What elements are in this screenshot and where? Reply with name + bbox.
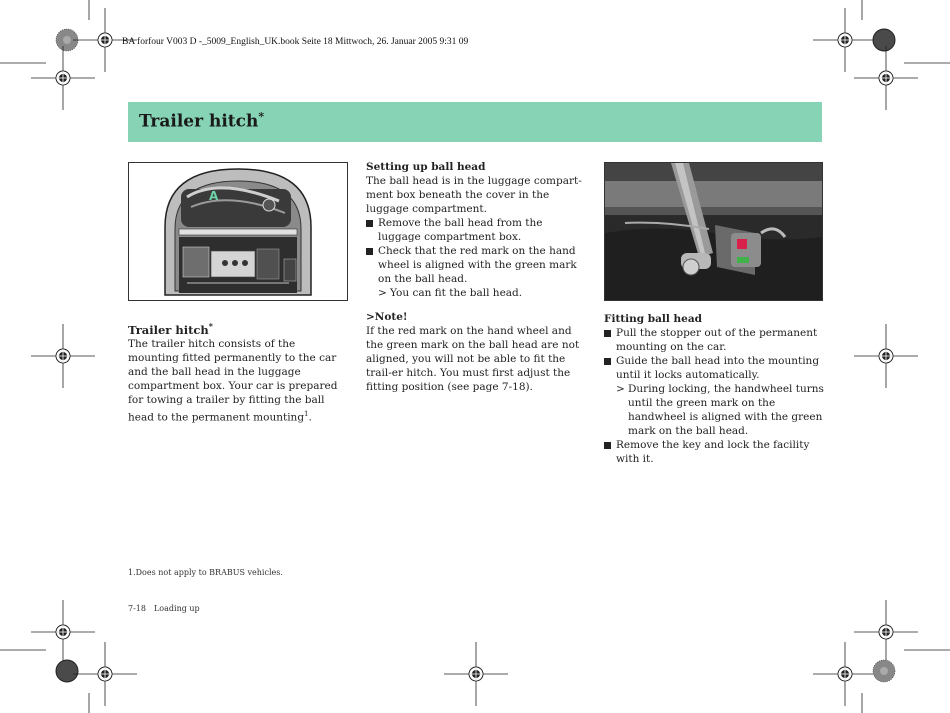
step-item: Remove the ball head from the luggage compartment box. <box>366 216 588 244</box>
step-item: Remove the key and lock the facility with it. <box>604 438 824 466</box>
result-item: > During locking, the handwheel turns until the green mark on the handwheel is aligned with the green mark on the ball head. <box>616 383 824 437</box>
registration-mark <box>854 324 918 388</box>
registration-mark <box>854 46 918 110</box>
footnote-ref: 1 <box>304 409 309 418</box>
section-name: Loading up <box>153 604 200 613</box>
registration-mark <box>73 642 137 706</box>
luggage-box-illustration <box>128 162 348 301</box>
page-title: Trailer hitch* <box>139 110 265 132</box>
registration-mark <box>31 600 95 664</box>
gray-mark-tr <box>873 29 895 51</box>
step-item: Check that the red mark on the hand wheel is aligned with the green mark on the ball head. <box>366 244 588 286</box>
fitting-instructions <box>604 312 824 466</box>
setting-up-instructions <box>366 160 588 394</box>
registration-mark <box>813 642 877 706</box>
step-item: Pull the stopper out of the permanent mounting on the car. <box>604 326 824 354</box>
result-item: > You can fit the ball head. <box>378 287 523 299</box>
trailer-hitch-description <box>128 319 348 424</box>
result-arrow-icon: > <box>378 287 387 299</box>
footnote: 1.Does not apply to BRABUS vehicles. <box>128 568 283 577</box>
section-heading: Setting up ball head <box>366 161 486 173</box>
gray-mark-bl <box>56 660 78 682</box>
intro-text: The ball head is in the luggage compart-ment box beneath the cover in the luggage compartment. <box>366 175 582 215</box>
section-heading: Fitting ball head <box>604 313 703 325</box>
section-banner <box>128 102 822 142</box>
registration-mark <box>813 8 877 72</box>
registration-mark <box>31 46 95 110</box>
towbar-mounting-photo <box>604 162 823 301</box>
note-text: If the red mark on the hand wheel and the green mark on the ball head are not aligned, you will not be able to fit the trail-er hitch. You must first adjust the fitting position (see page 7-18). <box>366 325 580 393</box>
page-footer <box>128 604 200 613</box>
section-heading: Trailer hitch* <box>128 321 213 337</box>
registration-mark <box>31 324 95 388</box>
registration-mark <box>854 600 918 664</box>
page-number: 7-18 <box>128 604 146 613</box>
callout-label: A <box>209 189 219 203</box>
note-heading: >Note! <box>366 311 408 323</box>
starburst-mark-br <box>873 660 895 682</box>
print-header: BA forfour V003 D -_5009_English_UK.book Seite 18 Mittwoch, 26. Januar 2005 9:31 09 <box>122 37 469 47</box>
step-item: Guide the ball head into the mounting until it locks automatically. <box>604 354 824 382</box>
body-text: The trailer hitch consists of the mounting fitted permanently to the car and the ball head in the luggage compartment box. Your car is prepared for towing a trailer by fitting the ball head to the permanent mounting$^1$. <box>128 337 338 424</box>
result-arrow-icon: > <box>616 383 625 395</box>
registration-mark <box>444 642 508 706</box>
